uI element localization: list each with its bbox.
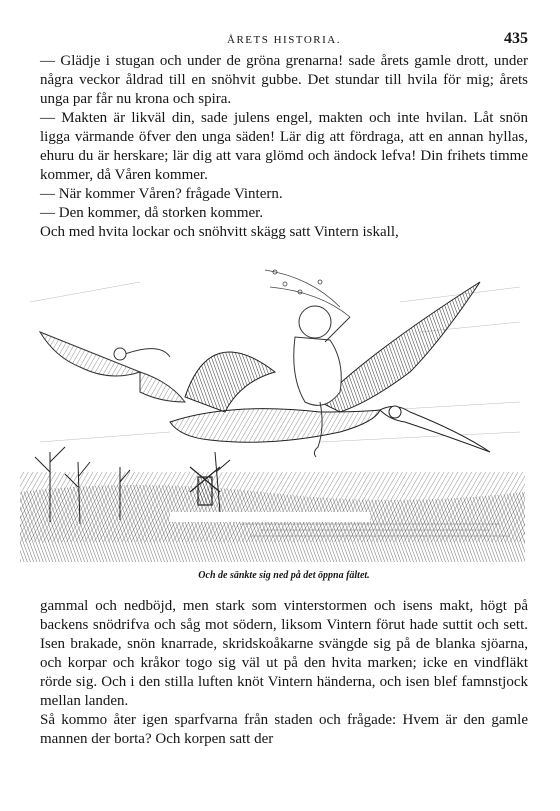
paragraph: — Glädje i stugan och under de gröna grenarna! sade årets gamle drott, under några veckor åldrad till en snöhvit gubbe. Det stundar till hvila för mig; årets unga par får nu krona och spira.: [40, 53, 528, 107]
page-header: [40, 30, 528, 52]
illustration-caption: Och de sänkte sig ned på det öppna fältet.: [198, 570, 370, 581]
paragraph: Så kommo åter igen sparfvarna från staden och frågade: Hvem är den gamle mannen der borta? Och korpen satt der: [40, 712, 528, 747]
stork-illustration: [20, 262, 525, 562]
paragraph: — Makten är likväl din, sade julens engel, makten och inte hvilan. Låt snön ligga värmande öfver den unga säden! Lär dig att fördraga, att en annan hyllas, ehuru du är herskare; lär dig att vara glömd och ändock lefva! Din frihets timme kommer, då Våren kommer.: [40, 110, 528, 183]
paragraph: — Den kommer, då storken kommer.: [40, 205, 264, 221]
page-number: 435: [504, 30, 528, 47]
text-block-bottom: [40, 597, 528, 749]
running-title: ÅRETS HISTORIA.: [227, 34, 341, 46]
paragraph: Och med hvita lockar och snöhvitt skägg satt Vintern iskall,: [40, 224, 399, 240]
paragraph: — När kommer Våren? frågade Vintern.: [40, 186, 283, 202]
text-block-top: [40, 52, 528, 242]
landscape: [20, 472, 525, 562]
paragraph: gammal och nedböjd, men stark som vinterstormen och isens makt, högt på backens snödrifva och såg mot södern, liksom Vintern förut hade suttit och sett. Isen brakade, snön knarrade, skridskoåkarne svängde sig på de blanka sjöarna, och korpar och kråkor togo sig väl ut på den hvita marken; icke en vindfläkt rörde sig. Och i den stilla luften knöt Vintern händerna, och isen blef famnstjock mellan landen.: [40, 598, 528, 709]
